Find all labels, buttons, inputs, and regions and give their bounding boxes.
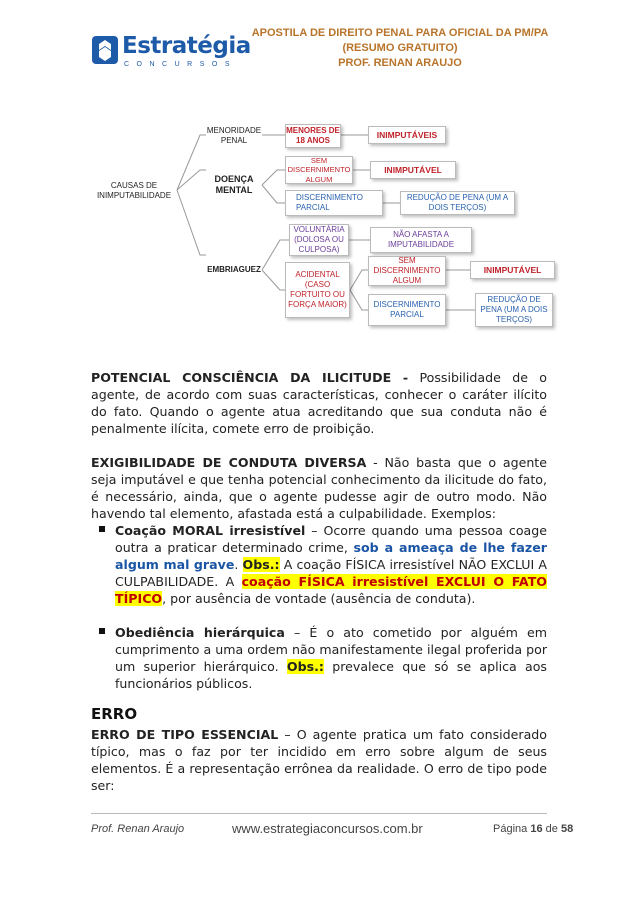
bullet-square-icon: [99, 628, 105, 634]
paragraph-erro-tipo-essencial: [91, 726, 547, 794]
node-inimputaveis: INIMPUTÁVEIS: [368, 126, 446, 144]
node-acidental: ACIDENTAL (CASO FORTUITO OU FORÇA MAIOR): [285, 262, 350, 318]
page-total: 58: [560, 823, 574, 835]
b1-obs: Obs.:: [242, 557, 280, 572]
node-doenca-mental: DOENÇA MENTAL: [214, 173, 254, 195]
b2-text-a: – É o ato cometido por alguém em cumprimento a uma ordem não manifestamente ilegal proferida por um superior hierárquico.: [115, 625, 547, 674]
node-voluntaria: VOLUNTÁRIA (DOLOSA OU CULPOSA): [289, 224, 349, 256]
bullet-obediencia-hierarquica: [115, 624, 547, 692]
p1-title: POTENCIAL CONSCIÊNCIA DA ILICITUDE -: [91, 370, 409, 385]
logo-subtitle: CONCURSOS: [124, 61, 238, 68]
header-title-line1: APOSTILA DE DIREITO PENAL PARA OFICIAL DA PM/PA: [251, 27, 549, 39]
node-menoridade-penal: MENORIDADE PENAL: [206, 126, 262, 145]
b1-text-c: A coação FÍSICA irresistível NÃO EXCLUI A CULPABILIDADE. A: [115, 557, 547, 589]
node-nao-afasta: NÃO AFASTA A IMPUTABILIDADE: [370, 227, 472, 253]
page-label: Página: [493, 823, 528, 835]
node-reducao-pena-1: REDUÇÃO DE PENA (UM A DOIS TERÇOS): [400, 191, 515, 215]
b1-text-d: , por ausência de vontade (ausência de conduta).: [162, 591, 476, 606]
node-discernimento-parcial-1: DISCERNIMENTO PARCIAL: [285, 190, 383, 216]
p3-title: ERRO DE TIPO ESSENCIAL: [91, 727, 279, 742]
section-heading-erro: ERRO: [91, 705, 138, 723]
footer-divider: [91, 813, 547, 814]
header-title-line3: PROF. RENAN ARAUJO: [338, 57, 462, 69]
node-sem-discernimento-2: SEM DISCERNIMENTO ALGUM: [368, 256, 446, 286]
b1-title: Coação MORAL irresistível: [115, 523, 306, 538]
node-menores-18: MENORES DE 18 ANOS: [285, 124, 341, 148]
header-title-line2: (RESUMO GRATUITO): [342, 42, 458, 54]
b1-text-a: – Ocorre quando uma pessoa coage outra a praticar determinado crime,: [115, 523, 547, 555]
page-current: 16: [530, 823, 543, 835]
b2-text-b: prevalece que só se aplica aos funcionários públicos.: [115, 659, 547, 691]
footer-page-number: [493, 823, 573, 835]
b1-blue-text: sob a ameaça de lhe fazer algum mal grave: [115, 540, 547, 572]
p1-body: Possibilidade de o agente, de acordo com suas características, conhecer o caráter ilícito do fato. Quando o agente atua acreditando que sua conduta não é penalmente ilícita, comete erro de proibição.: [91, 370, 547, 436]
node-reducao-pena-2: REDUÇÃO DE PENA (UM A DOIS TERÇOS): [475, 293, 553, 327]
node-embriaguez: EMBRIAGUEZ: [207, 265, 261, 274]
node-sem-discernimento-1: SEM DISCERNIMENTO ALGUM: [285, 156, 353, 184]
p3-body: – O agente pratica um fato considerado típico, mas o faz por ter incidido em erro sobre algum de seus elementos. É a representação errônea da realidade. O erro de tipo pode ser:: [91, 727, 547, 793]
p2-title: EXIGIBILIDADE DE CONDUTA DIVERSA: [91, 455, 367, 470]
footer-author: Prof. Renan Araujo: [91, 823, 185, 835]
p2-body: - Não basta que o agente seja imputável e que tenha potencial conhecimento da ilicitude do fato, é necessário, ainda, que o agente pudesse agir de outro modo. Não havendo tal elemento, afastada está a culpabilidade. Exemplos:: [91, 455, 547, 521]
bullet-coacao-moral: [115, 522, 547, 607]
node-discernimento-parcial-2: DISCERNIMENTO PARCIAL: [368, 294, 446, 326]
b2-title: Obediência hierárquica: [115, 625, 285, 640]
page-of-label: de: [545, 823, 558, 835]
footer-site-link[interactable]: www.estrategiaconcursos.com.br: [232, 821, 423, 836]
bullet-square-icon: [99, 526, 105, 532]
node-inimputavel-1: INIMPUTÁVEL: [370, 161, 456, 179]
node-inimputavel-2: INIMPUTÁVEL: [470, 261, 555, 279]
b1-text-b: .: [234, 557, 243, 572]
b1-red-text: coação FÍSICA irresistível EXCLUI O FATO TÍPICO: [115, 574, 547, 606]
diagram-root-node: CAUSAS DE INIMPUTABILIDADE: [96, 181, 172, 200]
b2-obs: Obs.:: [286, 659, 324, 674]
logo-text: Estratégia: [122, 33, 251, 59]
paragraph-exigibilidade: [91, 454, 547, 522]
paragraph-potencial-consciencia: [91, 369, 547, 437]
